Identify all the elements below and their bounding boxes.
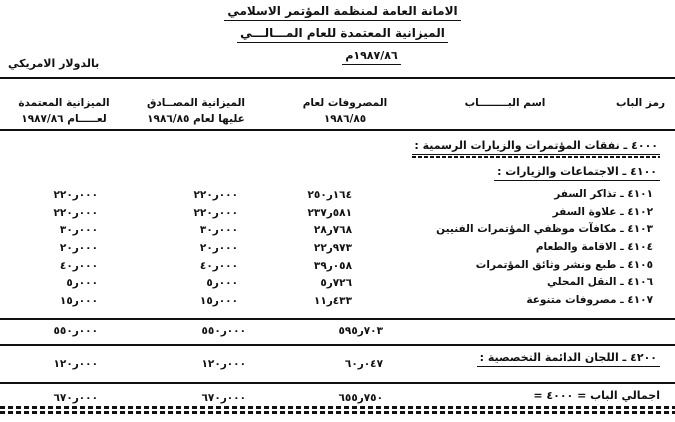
section-4000-header-wrap — [412, 139, 660, 155]
budget-1986-87-value: ٢٢٠ر٠٠٠ — [53, 189, 98, 201]
item-row-4107 — [0, 294, 675, 312]
budget-1985-86-value: ٢٠ر٠٠٠ — [199, 242, 238, 255]
col-header-approved-budget-1985-86 — [131, 95, 261, 127]
budget-1986-87-value: ٢٠ر٠٠٠ — [59, 242, 98, 255]
budget-1985-86-value: ٢٢٠ر٠٠٠ — [193, 189, 238, 201]
item-rows — [0, 188, 675, 312]
col-header-expenditure-line1: المصروفات لعام — [302, 97, 388, 109]
item-label: ٤١٠١ ـ تذاكر السفر — [554, 188, 653, 200]
org-title-line — [175, 4, 510, 21]
budget-1986-87-value: ٣٠ر٠٠٠ — [59, 224, 98, 237]
section-4200-values-row — [0, 357, 675, 375]
col-header-name: اسم البــــــــاب — [464, 97, 546, 109]
divider-line-subtotal-top — [0, 318, 675, 320]
grand-total-expenditure-value: ٦٥٥ر٧٥٠ — [338, 392, 383, 404]
expenditure-value: ٢٢ر٩٧٣ — [313, 242, 352, 255]
item-label: ٤١٠٥ ـ طبع ونشر وثائق المؤتمرات — [475, 258, 653, 271]
budget-title: الميزانية المعتمدة للعام المـــالـــي — [237, 26, 448, 43]
expenditure-value: ٢٣٧ر٥٨١ — [307, 206, 352, 219]
divider-line-subtotal-bottom — [0, 344, 675, 346]
col-header-approved-budget-1986-87 — [2, 95, 126, 127]
subtotal-budget-1985-86-value: ٥٥٠ر٠٠٠ — [201, 325, 246, 337]
section-4100-header: ٤١٠٠ ـ الاجتماعات والزيارات : — [494, 165, 660, 181]
col-header-approved-prev-line1: الميزانية المصــادق — [146, 97, 246, 109]
item-label: ٤١٠٧ ـ مصروفات متنوعة — [526, 294, 653, 307]
committees-expenditure-value: ٦٠ر٠٤٧ — [344, 358, 383, 370]
expenditure-value: ١١ر٤٣٣ — [313, 295, 352, 308]
document-header — [175, 4, 510, 70]
col-header-code: رمز الباب — [615, 97, 665, 109]
expenditure-value: ٢٥٠ر١٦٤ — [307, 189, 352, 201]
expenditure-value: ٣٩ر٠٥٨ — [313, 259, 352, 272]
section-4200-header: ٤٢٠٠ ـ اللجان الدائمة التخصصية : — [477, 351, 660, 367]
fiscal-year: ١٩٨٧/٨٦م — [342, 49, 400, 65]
grand-total-label: اجمالي الباب = ٤٠٠٠ = — [533, 389, 660, 402]
divider-line-top — [0, 77, 675, 79]
currency-note: بالدولار الامريكي — [8, 57, 100, 70]
section-4000-header: ٤٠٠٠ ـ نفقات المؤتمرات والزيارات الرسمية : — [412, 139, 660, 155]
divider-line-header — [0, 129, 675, 131]
subtotal-budget-1986-87-value: ٥٥٠ر٠٠٠ — [53, 325, 98, 337]
subtotal-row-4100 — [0, 324, 675, 342]
double-dashed-end-line — [0, 406, 675, 414]
section-4100-header-wrap — [494, 165, 660, 181]
budget-1986-87-value: ١٥ر٠٠٠ — [59, 295, 98, 308]
grand-total-budget-1985-86-value: ٦٧٠ر٠٠٠ — [201, 392, 246, 404]
grand-total-budget-1986-87-value: ٦٧٠ر٠٠٠ — [53, 392, 98, 404]
committees-budget-1986-87-value: ١٢٠ر٠٠٠ — [53, 358, 98, 370]
committees-budget-1985-86-value: ١٢٠ر٠٠٠ — [201, 358, 246, 370]
item-label: ٤١٠٦ ـ النقل المحلي — [546, 276, 653, 289]
budget-1986-87-value: ٤٠ر٠٠٠ — [59, 259, 98, 272]
budget-title-line — [175, 26, 510, 43]
budget-1986-87-value: ٢٢٠ر٠٠٠ — [53, 206, 98, 219]
subtotal-expenditure-value: ٥٩٥ر٧٠٣ — [338, 325, 383, 337]
budget-1985-86-value: ٤٠ر٠٠٠ — [199, 259, 238, 272]
col-header-approved-new-line1: الميزانية المعتمدة — [18, 97, 110, 109]
item-label: ٤١٠٢ ـ علاوة السفر — [552, 205, 653, 218]
item-row-4105 — [0, 259, 675, 277]
budget-1985-86-value: ٥ر٠٠٠ — [206, 277, 238, 290]
fiscal-year-line — [175, 48, 510, 65]
col-header-expenditure — [287, 95, 403, 127]
item-label: ٤١٠٣ ـ مكافآت موظفي المؤتمرات الفنيين — [436, 223, 653, 236]
expenditure-value: ٥ر٧٢٦ — [320, 277, 352, 290]
budget-1986-87-value: ٥ر٠٠٠ — [66, 277, 98, 290]
col-header-expenditure-line2: ١٩٨٦/٨٥ — [323, 113, 367, 125]
item-row-4106 — [0, 276, 675, 294]
divider-line-grand-total-top — [0, 382, 675, 384]
item-row-4101 — [0, 188, 675, 206]
item-row-4102 — [0, 206, 675, 224]
budget-1985-86-value: ٢٢٠ر٠٠٠ — [193, 206, 238, 219]
budget-1985-86-value: ٣٠ر٠٠٠ — [199, 224, 238, 237]
col-header-approved-new-line2: لعـــــام ١٩٨٧/٨٦ — [21, 113, 107, 125]
item-label: ٤١٠٤ ـ الاقامة والطعام — [535, 241, 653, 254]
item-row-4104 — [0, 241, 675, 259]
expenditure-value: ٢٨ر٧٦٨ — [313, 224, 352, 237]
col-header-approved-prev-line2: عليها لعام ١٩٨٦/٨٥ — [147, 113, 245, 125]
org-title: الامانة العامة لمنظمة المؤتمر الاسلامي — [224, 4, 460, 21]
budget-1985-86-value: ١٥ر٠٠٠ — [199, 295, 238, 308]
item-row-4103 — [0, 223, 675, 241]
